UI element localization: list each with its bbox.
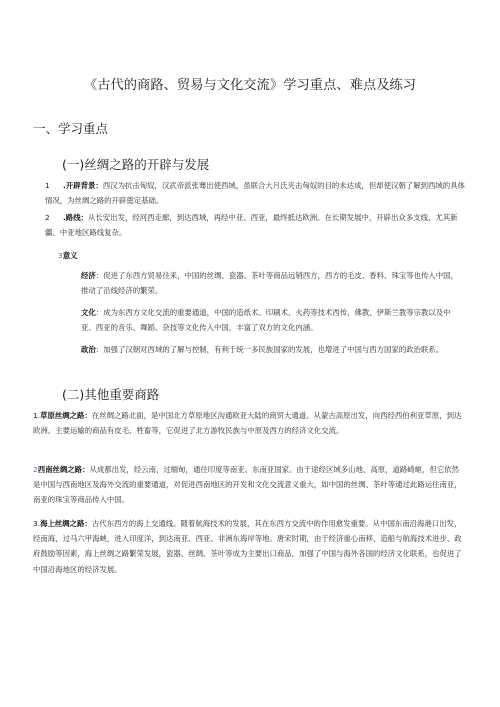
sub-item-text: 加强了汉朝对西域的了解与控制，有利于统一多民族国家的发展，也增进了中国与西方国家的政治联系。 xyxy=(103,345,444,354)
item-number: 2 xyxy=(45,213,50,222)
item-label: .路线 xyxy=(63,213,81,222)
list-item-southwest-road xyxy=(33,462,465,508)
section-heading-key-points: 一、学习重点 xyxy=(33,121,109,136)
item-number: 3. xyxy=(33,519,41,528)
sub-item-text: 成为东西方文化交流的重要通道，中国的造纸术、印刷术、火药等技术西传，佛教、伊斯兰教等宗教以及中亚、西亚的音乐、舞蹈、杂技等文化传入中国，丰富了双方的文化内涵。 xyxy=(81,308,451,333)
item-colon: ： xyxy=(84,519,92,528)
item-colon: ： xyxy=(82,465,90,474)
sub-item-colon: ： xyxy=(95,271,104,280)
item-number: 3 xyxy=(58,251,63,260)
sub-item-colon: ： xyxy=(95,345,104,354)
item-colon: ： xyxy=(84,411,92,420)
item-text: 西汉为抗击匈奴，汉武帝派张骞出使西域，虽联合大月氏夹击匈奴的目的未达成，但却使汉朝了解到西域的具体情况，为丝绸之路的开辟奠定基础。 xyxy=(45,181,465,206)
sub-item-politics xyxy=(81,342,465,357)
list-item-significance xyxy=(58,248,358,263)
item-colon: ： xyxy=(95,181,103,190)
sub-item-label: 文化 xyxy=(81,308,96,317)
item-text: 在丝绸之路北面，是中国北方草原地区沟通欧亚大陆的商贸大通道。从蒙古高原出发，向西经西伯利亚草原，到达欧洲。主要运输的商品有皮毛、牲畜等，它促进了北方游牧民族与中原及西方的经济文化交流。 xyxy=(33,411,462,436)
item-number: 1. xyxy=(33,411,41,420)
document-title: 《古代的商路、贸易与文化交流》学习重点、难点及练习 xyxy=(83,78,417,93)
item-colon: ： xyxy=(80,213,88,222)
sub-item-text: 促进了东西方贸易往来，中国的丝绸、瓷器、茶叶等商品远销西方，西方的毛皮、香料、珠宝等也传入中国，推动了沿线经济的繁荣。 xyxy=(81,271,458,296)
sub-item-label: 政治 xyxy=(81,345,96,354)
item-label: .开辟背景 xyxy=(63,181,96,190)
item-label: 西南丝绸之路 xyxy=(37,465,83,474)
sub-item-label: 经济 xyxy=(81,271,96,280)
item-text: 从成都出发，经云南，过缅甸，通往印度等南亚、东南亚国家。由于途经区域多山地、高原，道路崎岖，但它依然是中国与西南地区及海外交流的重要通道，对促进西南地区的开发和文化交流意义重大，如中国的丝绸、茶叶等通过此路运往南亚，南亚的珠宝等商品传入中国。 xyxy=(33,465,462,505)
list-item-steppe-road xyxy=(33,408,465,438)
item-label: 草原丝绸之路 xyxy=(40,411,85,420)
sub-item-economy xyxy=(81,268,465,298)
item-number: 2 xyxy=(33,465,38,474)
item-label: 意义 xyxy=(62,251,78,260)
item-text: 古代东西方的海上交通线。随着航海技术的发展，其在东西方交流中的作用愈发重要。从中国东南沿海港口出发，经南海，过马六甲海峡，进入印度洋，到达南亚、西亚、非洲东海岸等地。唐宋时期，由于经济重心南移、造船与航海技术进步、政府鼓励等因素，海上丝绸之路繁荣发展，瓷器、丝绸、茶叶等成为主要出口商品，加强了中国与海外各国的经济文化联系，也促进了中国沿海地区的经济发展。 xyxy=(33,519,462,574)
item-text: 从长安出发，经河西走廊，到达西域，再经中亚、西亚，最终抵达欧洲。在长期发展中，开辟出众多支线，尤其新疆、中亚地区路线复杂。 xyxy=(45,213,458,238)
item-number: 1 xyxy=(45,181,50,190)
subsection-heading-silk-road: (一)丝绸之路的开辟与发展 xyxy=(62,157,210,172)
list-item-background xyxy=(45,178,465,208)
subsection-heading-other-routes: (二)其他重要商路 xyxy=(62,387,160,402)
item-label: 海上丝绸之路 xyxy=(40,519,85,528)
sub-item-colon: ： xyxy=(95,308,104,317)
list-item-route xyxy=(45,210,465,240)
sub-item-culture xyxy=(81,305,465,335)
list-item-maritime-road xyxy=(33,516,465,577)
